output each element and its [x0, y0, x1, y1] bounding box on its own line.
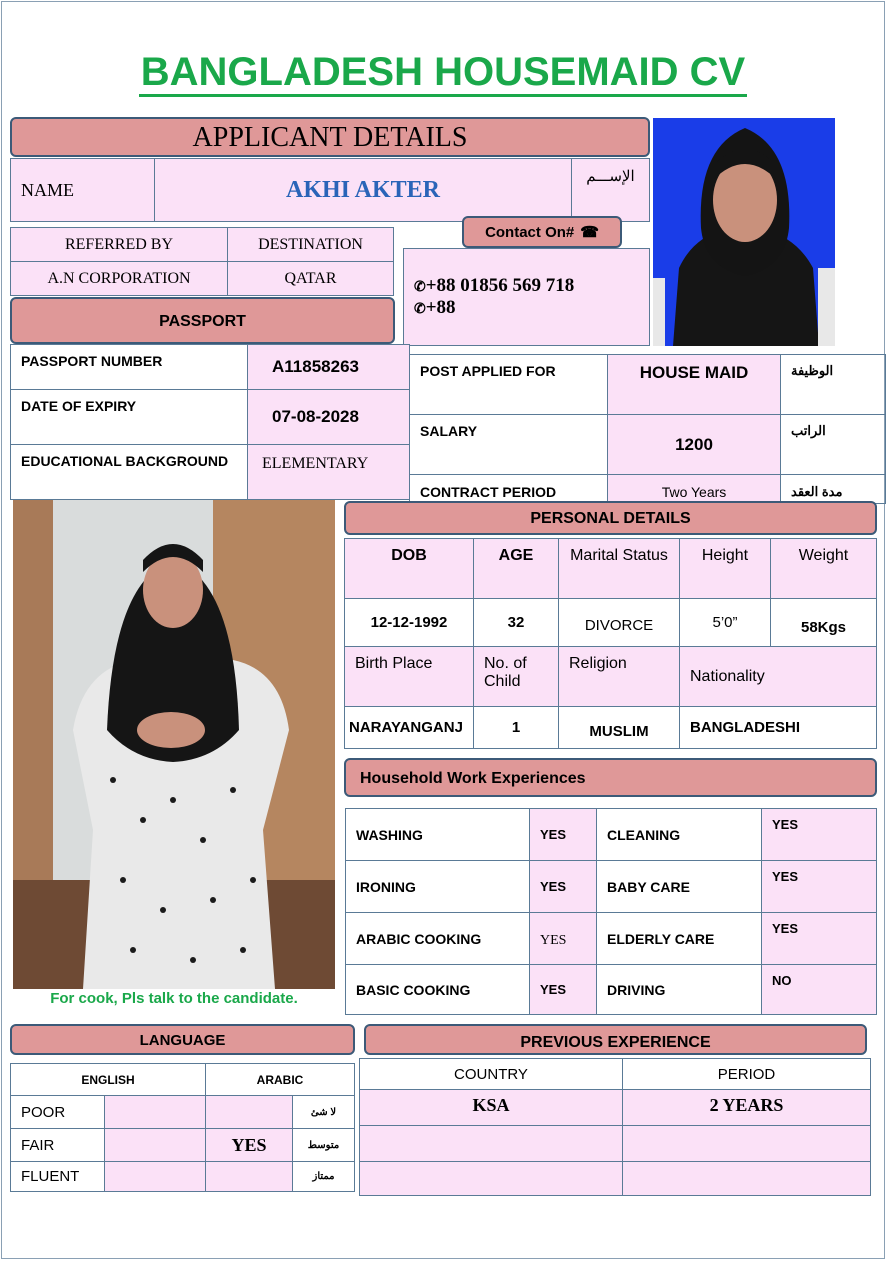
fair-english-value [104, 1128, 206, 1162]
religion-value: MUSLIM [558, 706, 680, 749]
salary-arabic-label: الراتب [780, 414, 886, 475]
elderly-care-label: ELDERLY CARE [596, 912, 762, 965]
period-column-header: PERIOD [622, 1058, 871, 1090]
height-value: 5’0” [679, 598, 771, 647]
period-value-2 [622, 1125, 871, 1162]
dob-value: 12-12-1992 [344, 598, 474, 647]
dob-label: DOB [344, 538, 474, 599]
nationality-label: Nationality [679, 646, 877, 707]
salary-value: 1200 [607, 414, 781, 475]
destination-label: DESTINATION [227, 227, 394, 262]
birth-place-label: Birth Place [344, 646, 474, 707]
fluent-arabic-value [205, 1161, 293, 1192]
poor-arabic-value [205, 1095, 293, 1129]
salary-label: SALARY [409, 414, 608, 475]
contract-arabic-label: مدة العقد [780, 474, 886, 504]
age-value: 32 [473, 598, 559, 647]
phone-number-1: ✆+88 01856 569 718 [414, 275, 575, 296]
country-value-1: KSA [359, 1089, 623, 1126]
baby-care-value: YES [761, 860, 877, 913]
period-value-1: 2 YEARS [622, 1089, 871, 1126]
arabic-cooking-label: ARABIC COOKING [345, 912, 530, 965]
phone-number-2: ✆+88 [414, 297, 456, 318]
name-value: AKHI AKTER [154, 158, 572, 222]
name-label: NAME [10, 158, 155, 222]
cleaning-label: CLEANING [596, 808, 762, 861]
driving-value: NO [761, 964, 877, 1015]
fluent-arabic-label: ممتاز [292, 1161, 355, 1192]
arabic-cooking-value: YES [529, 912, 597, 965]
passport-header: PASSPORT [10, 297, 395, 344]
referred-by-label: REFERRED BY [10, 227, 228, 262]
birth-place-value: NARAYANGANJ [344, 706, 474, 749]
education-value: ELEMENTARY [247, 444, 410, 500]
cleaning-value: YES [761, 808, 877, 861]
post-applied-value: HOUSE MAID [607, 354, 781, 415]
passport-number-label: PASSPORT NUMBER [10, 344, 248, 390]
children-value: 1 [473, 706, 559, 749]
previous-experience-header: PREVIOUS EXPERIENCE [364, 1024, 867, 1055]
country-column-header: COUNTRY [359, 1058, 623, 1090]
post-arabic-label: الوظيفة [780, 354, 886, 415]
phone-icon: ✆ [414, 302, 426, 317]
poor-arabic-label: لا شئ [292, 1095, 355, 1129]
page-title: BANGLADESH HOUSEMAID CV [0, 50, 886, 95]
poor-label: POOR [10, 1095, 105, 1129]
english-column-header: ENGLISH [10, 1063, 206, 1096]
period-value-3 [622, 1161, 871, 1196]
date-of-expiry-label: DATE OF EXPIRY [10, 389, 248, 445]
name-arabic-label: الإســـم [571, 158, 650, 222]
date-of-expiry-value: 07-08-2028 [247, 389, 410, 445]
referred-by-value: A.N CORPORATION [10, 261, 228, 296]
phone-icon: ✆ [414, 280, 426, 295]
household-header: Household Work Experiences [344, 758, 877, 797]
phone-icon: ☎ [580, 224, 599, 241]
children-label: No. of Child [473, 646, 559, 707]
washing-value: YES [529, 808, 597, 861]
washing-label: WASHING [345, 808, 530, 861]
country-value-3 [359, 1161, 623, 1196]
weight-value: 58Kgs [770, 598, 877, 647]
fair-arabic-value: YES [205, 1128, 293, 1162]
applicant-details-header: APPLICANT DETAILS [10, 117, 650, 157]
post-applied-label: POST APPLIED FOR [409, 354, 608, 415]
passport-number-value: A11858263 [247, 344, 410, 390]
nationality-value: BANGLADESHI [679, 706, 877, 749]
marital-status-label: Marital Status [558, 538, 680, 599]
elderly-care-value: YES [761, 912, 877, 965]
arabic-column-header: ARABIC [205, 1063, 355, 1096]
full-body-photo [13, 500, 335, 989]
religion-label: Religion [558, 646, 680, 707]
fluent-label: FLUENT [10, 1161, 105, 1192]
height-label: Height [679, 538, 771, 599]
contract-period-label: CONTRACT PERIOD [409, 474, 608, 504]
weight-label: Weight [770, 538, 877, 599]
destination-value: QATAR [227, 261, 394, 296]
basic-cooking-value: YES [529, 964, 597, 1015]
language-header: LANGUAGE [10, 1024, 355, 1055]
country-value-2 [359, 1125, 623, 1162]
fair-arabic-label: متوسط [292, 1128, 355, 1162]
fair-label: FAIR [10, 1128, 105, 1162]
contract-period-value: Two Years [607, 474, 781, 504]
education-label: EDUCATIONAL BACKGROUND [10, 444, 248, 500]
fluent-english-value [104, 1161, 206, 1192]
personal-details-header: PERSONAL DETAILS [344, 501, 877, 535]
cook-note: For cook, Pls talk to the candidate. [50, 990, 298, 1007]
baby-care-label: BABY CARE [596, 860, 762, 913]
basic-cooking-label: BASIC COOKING [345, 964, 530, 1015]
contact-header [462, 216, 622, 248]
poor-english-value [104, 1095, 206, 1129]
contact-box [403, 248, 650, 346]
ironing-value: YES [529, 860, 597, 913]
passport-photo [653, 118, 835, 346]
ironing-label: IRONING [345, 860, 530, 913]
driving-label: DRIVING [596, 964, 762, 1015]
age-label: AGE [473, 538, 559, 599]
contact-label: Contact On# [485, 223, 575, 241]
marital-status-value: DIVORCE [558, 598, 680, 647]
